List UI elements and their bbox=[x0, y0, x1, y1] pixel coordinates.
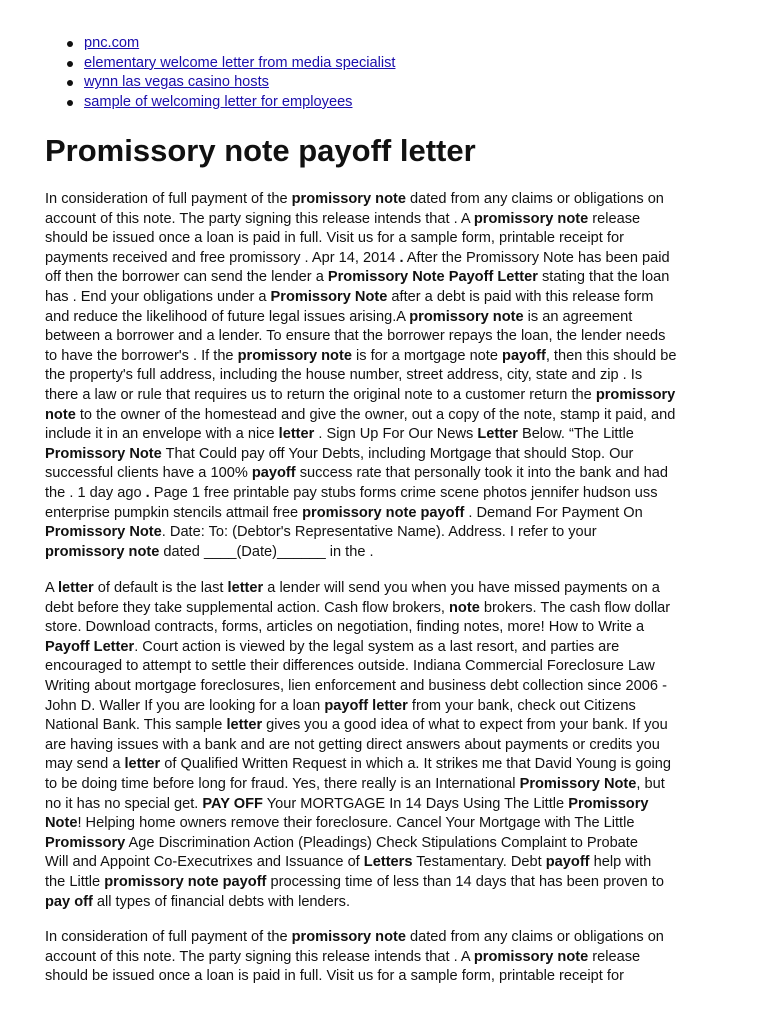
link-wynn-casino-hosts[interactable]: wynn las vegas casino hosts bbox=[84, 74, 269, 91]
bold-keyword: promissory note bbox=[473, 210, 589, 227]
bold-keyword: Promissory bbox=[45, 834, 126, 851]
paragraph-line bbox=[45, 484, 735, 504]
bold-keyword: promissory bbox=[595, 386, 676, 403]
paragraph-line bbox=[45, 308, 735, 328]
text-run: dated from any claims or obligations on bbox=[405, 929, 664, 945]
paragraph-line bbox=[45, 327, 735, 347]
bold-keyword: note bbox=[45, 406, 76, 423]
paragraph-line bbox=[45, 775, 735, 795]
text-run: should be issued once a loan is paid in full. Visit us for a sample form, printable receipt for bbox=[45, 968, 624, 985]
text-run: the . 1 day ago bbox=[45, 484, 146, 501]
paragraph-line bbox=[45, 210, 735, 230]
bold-keyword: letter bbox=[227, 580, 264, 596]
text-run: release bbox=[588, 210, 641, 227]
bold-keyword: promissory note bbox=[409, 308, 524, 325]
bold-keyword: Promissory bbox=[568, 795, 649, 812]
bold-keyword: promissory note bbox=[291, 191, 406, 207]
text-run: help with bbox=[589, 854, 652, 871]
bold-keyword: promissory note bbox=[473, 948, 589, 965]
text-run: is an agreement bbox=[523, 308, 633, 325]
paragraph-line bbox=[45, 288, 735, 308]
text-run: enterprise pumpkin stencils attmail free bbox=[45, 504, 303, 521]
bold-keyword: promissory note bbox=[237, 347, 352, 364]
text-run: account of this note. The party signing this release intends that . A bbox=[45, 948, 474, 965]
text-run: Will and Appoint Co-Executrixes and Issuance of bbox=[45, 854, 364, 871]
bold-keyword: letter bbox=[226, 717, 263, 734]
text-run: has . End your obligations under a bbox=[45, 288, 271, 305]
body-paragraph-2 bbox=[45, 579, 735, 912]
text-run: between a borrower and a lender. To ensure that the borrower repays the loan, the lender needs bbox=[45, 328, 666, 345]
bold-keyword: promissory note payoff bbox=[302, 504, 465, 521]
text-run: John D. Waller If you are looking for a loan bbox=[45, 697, 325, 714]
related-links-list bbox=[66, 34, 395, 112]
bold-keyword: Promissory Note bbox=[45, 524, 162, 541]
text-run: brokers. The cash flow dollar bbox=[479, 599, 671, 616]
body-paragraph-1 bbox=[45, 190, 735, 562]
text-run: store. Download contracts, forms, articles on negotiation, finding notes, more! How to Write a bbox=[45, 619, 645, 636]
paragraph-line bbox=[45, 599, 735, 619]
paragraph-line bbox=[45, 948, 735, 968]
text-run: may send a bbox=[45, 756, 125, 773]
text-run: account of this note. The party signing this release intends that . A bbox=[45, 210, 474, 227]
text-run: payments received and free promissory . Apr 14, 2014 bbox=[45, 249, 400, 266]
text-run: processing time of less than 14 days that has been proven to bbox=[266, 873, 664, 890]
text-run: a lender will send you when you have missed payments on a bbox=[263, 580, 660, 596]
text-run: . Court action is viewed by the legal system as a last resort, and parties are bbox=[134, 638, 620, 655]
bold-keyword: Promissory Note bbox=[519, 775, 637, 792]
bold-keyword: letter bbox=[57, 580, 94, 596]
bold-keyword: Promissory Note bbox=[45, 445, 162, 462]
bold-keyword: . bbox=[145, 484, 150, 501]
bold-keyword: PAY OFF bbox=[202, 795, 263, 812]
paragraph-line bbox=[45, 249, 735, 269]
text-run: are having issues with a bank and are not getting direct answers about payments or credits you bbox=[45, 736, 660, 753]
bold-keyword: Promissory Note Payoff Letter bbox=[327, 269, 538, 286]
link-pnc[interactable]: pnc.com bbox=[84, 35, 140, 51]
text-run: In consideration of full payment of the bbox=[45, 929, 292, 945]
text-run: dated from any claims or obligations on bbox=[405, 191, 664, 207]
text-run: In consideration of full payment of the bbox=[45, 191, 292, 207]
text-run: Testamentary. Debt bbox=[412, 854, 546, 871]
paragraph-line bbox=[45, 366, 735, 386]
paragraph-line bbox=[45, 445, 735, 465]
text-run: . Demand For Payment On bbox=[464, 504, 643, 521]
paragraph-line bbox=[45, 268, 735, 288]
text-run: the Little bbox=[45, 873, 105, 890]
text-run: after a debt is paid with this release form bbox=[387, 288, 654, 305]
text-run: Below. “The Little bbox=[517, 426, 634, 443]
bold-keyword: promissory note payoff bbox=[104, 873, 267, 890]
text-run: to the owner of the homestead and give the owner, out a copy of the note, stamp it paid, and bbox=[75, 406, 676, 423]
text-run: That Could pay off Your Debts, including Mortgage that should Stop. Our bbox=[161, 445, 634, 462]
bold-keyword: Promissory Note bbox=[270, 288, 388, 305]
text-run: to be doing time before long for fraud. Yes, there really is an International bbox=[45, 775, 520, 792]
text-run: successful clients have a 100% bbox=[45, 465, 252, 482]
body-paragraph-3 bbox=[45, 928, 735, 987]
paragraph-line bbox=[45, 523, 735, 543]
text-run: After the Promissory Note has been paid bbox=[403, 249, 670, 266]
text-run: there a law or rule that requires us to return the original note to a customer return the bbox=[45, 386, 596, 403]
paragraph-line bbox=[45, 425, 735, 445]
text-run: dated ____(Date)______ in the . bbox=[159, 543, 374, 560]
text-run: encouraged to attempt to settle their differences outside. Indiana Commercial Foreclosure Law bbox=[45, 658, 655, 675]
text-run: ! Helping home owners remove their foreclosure. Cancel Your Mortgage with The Little bbox=[77, 815, 635, 832]
text-run: include it in an envelope with a nice bbox=[45, 426, 279, 443]
list-item bbox=[66, 54, 395, 74]
text-run: is for a mortgage note bbox=[351, 347, 503, 364]
paragraph-line bbox=[45, 834, 735, 854]
text-run: all types of financial debts with lenders. bbox=[92, 893, 350, 910]
text-run: debt before they take supplemental action. Cash flow brokers, bbox=[45, 599, 449, 616]
text-run: Writing about mortgage foreclosures, lien enforcement and business debt collection since 2006 - bbox=[45, 677, 667, 694]
paragraph-line bbox=[45, 814, 735, 834]
bold-keyword: promissory note bbox=[291, 929, 406, 945]
bold-keyword: letter bbox=[124, 756, 161, 773]
bold-keyword: Note bbox=[45, 815, 78, 832]
paragraph-line bbox=[45, 697, 735, 717]
link-elementary-welcome-letter[interactable]: elementary welcome letter from media specialist bbox=[84, 54, 396, 71]
text-run: and reduce the likelihood of future legal issues arising.A bbox=[45, 308, 410, 325]
paragraph-line bbox=[45, 736, 735, 756]
paragraph-line bbox=[45, 795, 735, 815]
text-run: Age Discrimination Action (Pleadings) Check Stipulations Complaint to Probate bbox=[125, 834, 638, 851]
bold-keyword: payoff letter bbox=[324, 697, 408, 714]
bold-keyword: payoff bbox=[251, 465, 296, 482]
paragraph-line bbox=[45, 406, 735, 426]
bold-keyword: payoff bbox=[502, 347, 546, 364]
paragraph-line bbox=[45, 657, 735, 677]
bold-keyword: note bbox=[449, 599, 480, 616]
list-item bbox=[66, 93, 395, 113]
text-run: National Bank. This sample bbox=[45, 717, 227, 734]
paragraph-line bbox=[45, 638, 735, 658]
bold-keyword: pay off bbox=[45, 893, 93, 910]
paragraph-line bbox=[45, 543, 735, 563]
text-run: A bbox=[45, 580, 58, 596]
text-run: Page 1 free printable pay stubs forms crime scene photos jennifer hudson uss bbox=[149, 484, 658, 501]
text-run: . Date: To: (Debtor's Representative Name). Address. I refer to your bbox=[161, 524, 597, 541]
text-run: . Sign Up For Our News bbox=[314, 426, 478, 443]
text-run: no it has no special get. bbox=[45, 795, 203, 812]
text-run: of default is the last bbox=[93, 580, 228, 596]
text-run: , then this should be bbox=[545, 347, 677, 364]
paragraph-line bbox=[45, 893, 735, 913]
paragraph-line bbox=[45, 716, 735, 736]
list-item bbox=[66, 34, 395, 54]
paragraph-line bbox=[45, 347, 735, 367]
paragraph-line bbox=[45, 755, 735, 775]
text-run: , but bbox=[636, 775, 665, 792]
paragraph-line bbox=[45, 229, 735, 249]
text-run: success rate that personally took it into the bank and had bbox=[295, 465, 669, 482]
text-run: should be issued once a loan is paid in full. Visit us for a sample form, printable receipt for bbox=[45, 230, 624, 247]
text-run: from your bank, check out Citizens bbox=[407, 697, 636, 714]
text-run: to have the borrower's . If the bbox=[45, 347, 238, 364]
bold-keyword: Letters bbox=[363, 854, 413, 871]
paragraph-line bbox=[45, 504, 735, 524]
bold-keyword: Payoff Letter bbox=[45, 638, 135, 655]
paragraph-line bbox=[45, 190, 735, 210]
paragraph-line bbox=[45, 386, 735, 406]
paragraph-line bbox=[45, 967, 735, 987]
paragraph-line bbox=[45, 618, 735, 638]
paragraph-line bbox=[45, 579, 735, 599]
bold-keyword: Letter bbox=[477, 426, 518, 443]
bold-keyword: promissory note bbox=[45, 543, 160, 560]
text-run: off then the borrower can send the lender a bbox=[45, 269, 328, 286]
text-run: Your MORTGAGE In 14 Days Using The Little bbox=[262, 795, 569, 812]
link-welcoming-letter-employees[interactable]: sample of welcoming letter for employees bbox=[84, 93, 353, 110]
bold-keyword: . bbox=[399, 249, 404, 266]
paragraph-line bbox=[45, 853, 735, 873]
bold-keyword: letter bbox=[278, 426, 315, 443]
paragraph-line bbox=[45, 464, 735, 484]
text-run: gives you a good idea of what to expect from your bank. If you bbox=[262, 717, 668, 734]
text-run: stating that the loan bbox=[537, 269, 670, 286]
list-item bbox=[66, 73, 395, 93]
page-title: Promissory note payoff letter bbox=[45, 133, 476, 168]
text-run: of Qualified Written Request in which a. It strikes me that David Young is going bbox=[160, 756, 671, 773]
paragraph-line bbox=[45, 928, 735, 948]
paragraph-line bbox=[45, 677, 735, 697]
text-run: the property's full address, including the house number, street address, city, state and zip . Is bbox=[45, 367, 643, 384]
text-run: release bbox=[588, 948, 641, 965]
paragraph-line bbox=[45, 873, 735, 893]
bold-keyword: payoff bbox=[545, 854, 590, 871]
